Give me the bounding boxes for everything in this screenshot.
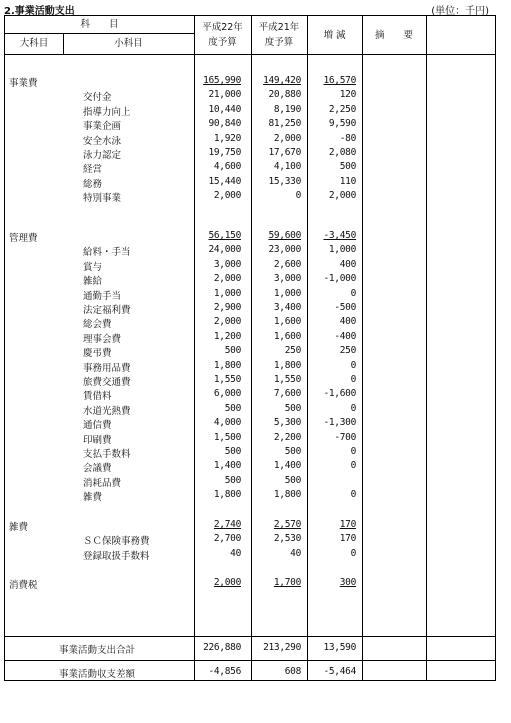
minor-category: 法定福利費	[83, 305, 131, 316]
minor-category: 特別事業	[83, 193, 122, 205]
item-value: 23,000	[268, 244, 301, 256]
item-value: -700	[334, 431, 356, 443]
minor-category: 旅費交通費	[83, 377, 131, 388]
item-value: 2,080	[328, 147, 356, 158]
totals-line	[5, 660, 495, 661]
item-value: 20,880	[268, 89, 301, 101]
item-value: 1,550	[273, 374, 301, 385]
item-value: 0	[350, 460, 356, 472]
budget-table	[4, 15, 496, 681]
item-value: 2,530	[273, 533, 301, 545]
item-value: 0	[350, 374, 356, 385]
header-shokamoku: 小科目	[114, 38, 143, 49]
item-value: 2,000	[213, 316, 241, 328]
section-total-value: 59,600	[268, 230, 301, 241]
header-daikamoku: 大科目	[19, 38, 49, 49]
item-value: 21,000	[208, 89, 241, 101]
item-value: 0	[350, 402, 356, 414]
item-value: 0	[350, 359, 356, 371]
minor-category: 安全水泳	[83, 135, 122, 147]
item-value: 5,300	[273, 417, 301, 429]
item-value: 19,750	[208, 147, 241, 158]
item-value: -400	[334, 330, 356, 342]
item-value: 2,600	[273, 258, 301, 270]
total-value: -4,856	[208, 666, 241, 677]
item-value: 40	[230, 547, 241, 559]
minor-category: 慶弔費	[83, 348, 112, 360]
major-category: 管理費	[9, 233, 38, 244]
item-value: 250	[339, 345, 356, 357]
minor-category: 水道光熱費	[83, 405, 131, 417]
item-value: 0	[350, 446, 356, 457]
section-total-value: 56,150	[208, 230, 241, 241]
item-value: -1,000	[323, 273, 356, 285]
minor-category: 賃借料	[83, 391, 112, 403]
item-value: 2,700	[213, 533, 241, 545]
minor-category: 通信費	[83, 420, 112, 432]
item-value: 6,000	[213, 388, 241, 400]
item-value: 1,800	[273, 489, 301, 501]
item-value: 500	[284, 474, 301, 486]
item-value: 1,550	[213, 374, 241, 385]
item-value: -500	[334, 302, 356, 313]
minor-category: 指導力向上	[83, 106, 131, 118]
minor-category: 印刷費	[83, 434, 112, 446]
section-total-value: 170	[339, 519, 356, 530]
item-value: 17,670	[268, 147, 301, 158]
major-category: 事業費	[9, 78, 38, 89]
item-value: 0	[350, 287, 356, 299]
item-value: 2,000	[328, 190, 356, 202]
item-value: 7,600	[273, 388, 301, 400]
item-value: 2,000	[213, 273, 241, 285]
minor-category: 総務	[83, 178, 103, 190]
item-value: 15,440	[208, 175, 241, 187]
total-value: 608	[284, 666, 301, 677]
item-value: 81,250	[268, 118, 301, 130]
minor-category: 泳力認定	[83, 150, 122, 161]
header-subdivider	[5, 33, 194, 34]
item-value: 1,920	[213, 132, 241, 144]
section-total-value: 2,000	[213, 577, 241, 588]
totals-line	[5, 636, 495, 637]
header-col1-line2: 度予算	[208, 37, 237, 48]
item-value: 400	[339, 316, 356, 328]
item-value: 0	[295, 190, 301, 202]
header-kamoku: 科 目	[80, 19, 119, 30]
item-value: 24,000	[208, 244, 241, 256]
minor-category: 理事会費	[83, 333, 122, 345]
minor-category: 総会費	[83, 319, 112, 331]
section-total-value: 1,700	[273, 577, 301, 588]
header-col2-line2: 度予算	[264, 37, 294, 48]
item-value: 2,000	[273, 132, 301, 144]
col-divider	[426, 16, 427, 680]
item-value: 8,190	[273, 103, 301, 115]
item-value: 40	[290, 547, 301, 559]
item-value: 170	[339, 533, 356, 545]
item-value: 1,200	[213, 330, 241, 342]
section-total-value: 149,420	[263, 75, 301, 86]
minor-category: 経営	[83, 164, 103, 176]
col-divider	[251, 16, 252, 680]
item-value: 1,000	[273, 287, 301, 299]
item-value: 1,000	[213, 287, 241, 299]
item-value: 2,000	[213, 190, 241, 202]
major-category: 雑費	[9, 522, 29, 533]
item-value: 1,600	[273, 330, 301, 342]
section-total-value: -3,450	[323, 230, 356, 241]
item-value: 4,100	[273, 161, 301, 173]
item-value: 500	[224, 474, 241, 486]
item-value: 1,400	[213, 460, 241, 472]
item-value: 1,800	[273, 359, 301, 371]
item-value: 4,000	[213, 417, 241, 429]
item-value: 2,250	[328, 103, 356, 115]
section-total-value: 300	[339, 577, 356, 588]
item-value: 2,200	[273, 431, 301, 443]
minor-category: 事務用品費	[83, 362, 131, 374]
minor-category: ＳＣ保険事務費	[83, 536, 150, 548]
item-value: 0	[350, 547, 356, 559]
item-value: 90,840	[208, 118, 241, 130]
section-total-value: 16,570	[323, 75, 356, 86]
item-value: 500	[224, 402, 241, 414]
item-value: 500	[339, 161, 356, 173]
header-bottom-line	[5, 54, 495, 55]
item-value: 3,400	[273, 302, 301, 313]
total-label: 事業活動収支差額	[58, 669, 135, 680]
item-value: -80	[339, 132, 356, 144]
minor-category: 支払手数料	[83, 449, 131, 460]
total-value: 226,880	[203, 642, 241, 653]
header-col2-line1: 平成21年	[258, 22, 300, 33]
item-value: 1,800	[213, 359, 241, 371]
item-value: 500	[284, 402, 301, 414]
section-total-value: 165,990	[203, 75, 241, 86]
item-value: 9,590	[328, 118, 356, 130]
item-value: 10,440	[208, 103, 241, 115]
item-value: 4,600	[213, 161, 241, 173]
item-value: 500	[224, 345, 241, 357]
item-value: 500	[224, 446, 241, 457]
minor-category: 会議費	[83, 463, 112, 475]
minor-category: 通勤手当	[83, 290, 122, 302]
item-value: 2,900	[213, 302, 241, 313]
col-divider	[362, 16, 363, 680]
section-total-value: 2,570	[273, 519, 301, 530]
item-value: -1,300	[323, 417, 356, 429]
minor-category: 交付金	[83, 92, 112, 104]
item-value: 120	[339, 89, 356, 101]
unit-label: (単位：千円)	[431, 6, 489, 17]
item-value: 1,600	[273, 316, 301, 328]
total-value: 213,290	[263, 642, 301, 653]
item-value: 400	[339, 258, 356, 270]
item-value: 0	[350, 489, 356, 501]
item-value: 1,400	[273, 460, 301, 472]
header-col3: 増 減	[323, 30, 346, 41]
item-value: 1,800	[213, 489, 241, 501]
item-value: 3,000	[273, 273, 301, 285]
total-value: -5,464	[323, 666, 356, 677]
minor-category: 雑給	[83, 276, 103, 288]
minor-category: 登録取扱手数料	[83, 550, 150, 562]
minor-category: 雑費	[83, 492, 103, 504]
item-value: 250	[284, 345, 301, 357]
minor-category: 消耗品費	[83, 477, 122, 489]
total-value: 13,590	[323, 642, 356, 653]
item-value: 3,000	[213, 258, 241, 270]
total-label: 事業活動支出合計	[58, 645, 135, 656]
item-value: 110	[339, 175, 356, 187]
item-value: 15,330	[268, 175, 301, 187]
item-value: 1,000	[328, 244, 356, 256]
header-col1-line1: 平成22年	[202, 22, 243, 33]
minor-category: 賞与	[83, 261, 103, 273]
minor-category: 事業企画	[83, 121, 122, 133]
page-title: 2.事業活動支出	[4, 6, 75, 17]
header-col4: 摘 要	[374, 30, 413, 41]
major-category: 消費税	[9, 580, 38, 591]
item-value: -1,600	[323, 388, 356, 400]
item-value: 1,500	[213, 431, 241, 443]
minor-category: 給料・手当	[83, 247, 131, 259]
item-value: 500	[284, 446, 301, 457]
section-total-value: 2,740	[213, 519, 241, 530]
